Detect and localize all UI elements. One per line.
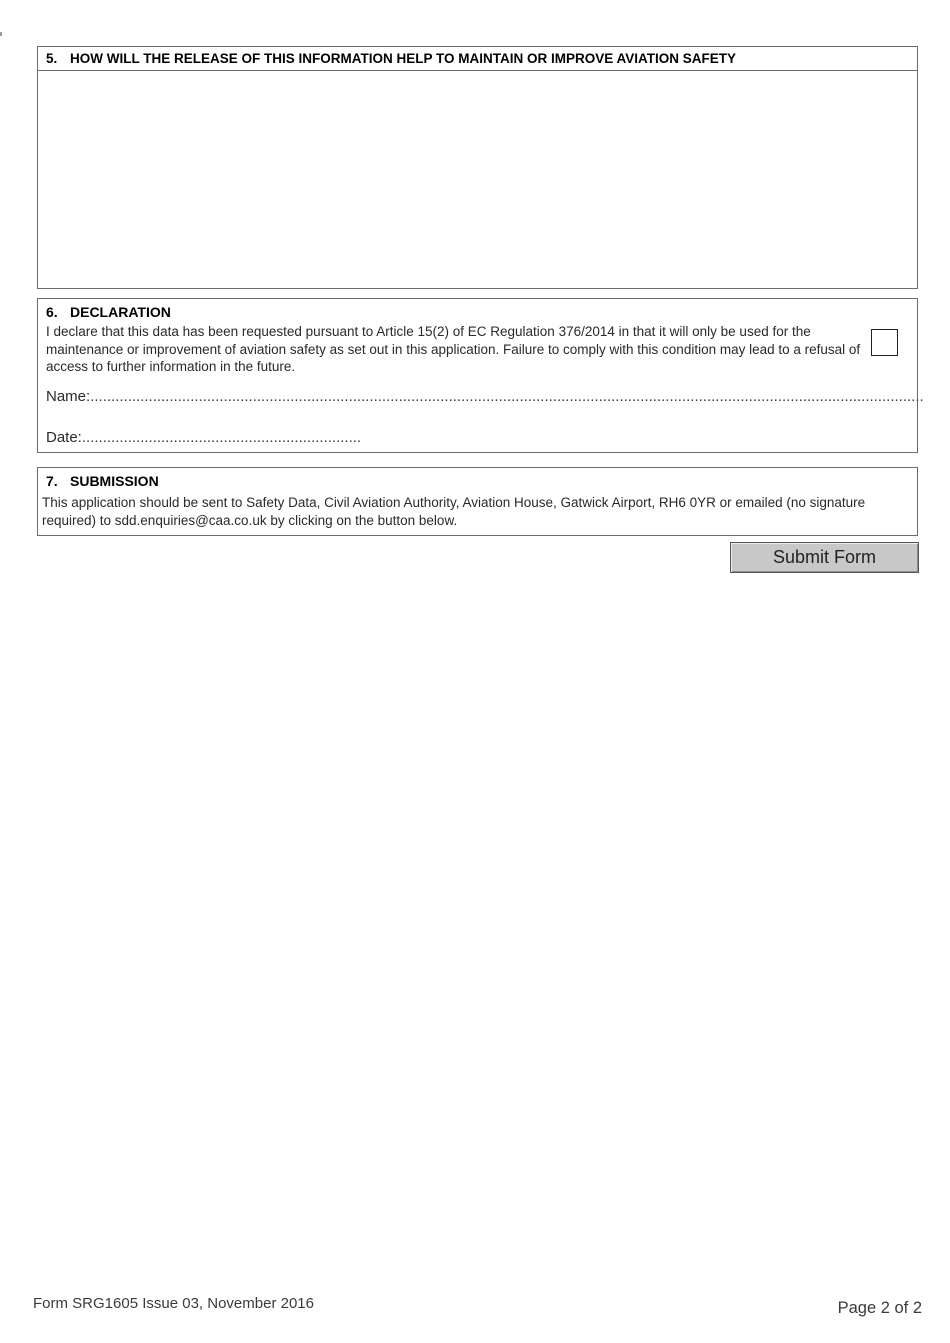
page-edge-mark [0,32,2,36]
section-7-number: 7. [46,473,58,489]
section-5-header [38,47,917,71]
section-6-declaration [37,298,924,453]
date-dotted-line: ................................................................... [81,429,362,446]
submit-form-button[interactable]: Submit Form [730,542,919,573]
section-7-submission [37,467,918,536]
form-identifier: Form SRG1605 Issue 03, November 2016 [33,1295,314,1312]
section-7-title: SUBMISSION [70,473,159,489]
safety-benefit-textarea[interactable] [38,71,917,288]
section-6-title: DECLARATION [70,304,171,320]
declaration-text: I declare that this data has been requested pursuant to Article 15(2) of EC Regulation 376/2014 in that it will only be used for the maintenance or improvement of aviation safety as set out in this application. Failure to comply with this condition may lead to a refusal of access to further information in the future. [46,324,861,374]
section-5-safety-benefit [37,46,918,289]
name-label: Name: [46,388,91,405]
page-number: Page 2 of 2 [837,1299,922,1317]
section-5-number: 5. [46,51,58,66]
date-label: Date: [46,429,82,446]
section-6-header [46,302,171,322]
name-input[interactable] [98,385,897,405]
name-dotted-line: ........................................................................................................................................................................................................ [90,388,924,405]
section-5-title: HOW WILL THE RELEASE OF THIS INFORMATION HELP TO MAINTAIN OR IMPROVE AVIATION SAFETY [70,51,737,66]
section-6-number: 6. [46,304,58,320]
submission-text: This application should be sent to Safety Data, Civil Aviation Authority, Aviation House, Gatwick Airport, RH6 0YR or emailed (no signature required) to sdd.enquiries@caa.co.uk by clicking on the button below. [42,495,866,528]
date-input[interactable] [86,426,310,446]
section-7-header [46,471,159,491]
declaration-checkbox[interactable] [871,329,898,356]
